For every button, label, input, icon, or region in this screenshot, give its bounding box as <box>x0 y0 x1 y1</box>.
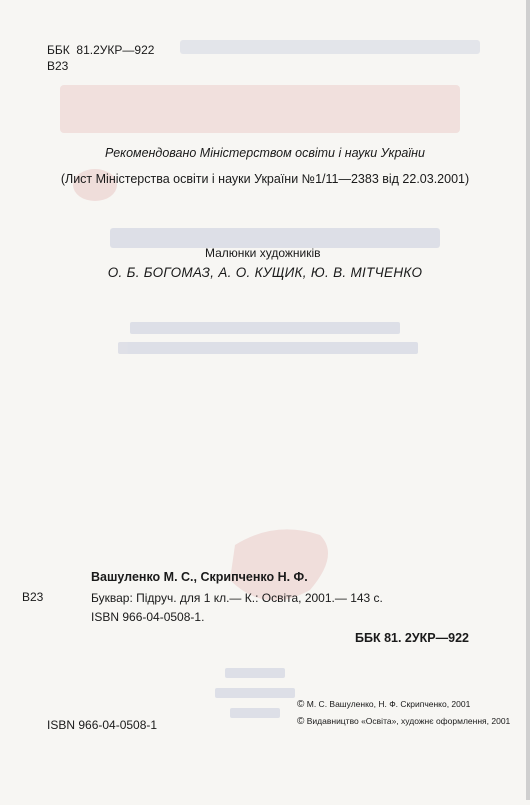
ministry-letter-reference: (Лист Міністерства освіти і науки України №1/11—2383 від 22.03.2001) <box>60 172 470 186</box>
ministry-recommendation: Рекомендовано Міністерством освіти і науки України <box>105 146 425 160</box>
footer-isbn: ISBN 966-04-0508-1 <box>47 718 158 732</box>
bbk-classification <box>47 43 154 57</box>
page-edge-shadow <box>526 0 530 800</box>
illustrators-names: О. Б. БОГОМАЗ, А. О. КУЩИК, Ю. В. МІТЧЕНКО <box>107 265 423 280</box>
bbk-label: ББК <box>47 43 70 57</box>
copyright-authors-line <box>297 699 470 710</box>
catalog-card-code: В23 <box>22 590 44 604</box>
copyright-icon: © <box>297 699 305 710</box>
bbk-code: 81.2УКР—922 <box>76 43 155 57</box>
copyright-icon: © <box>297 716 305 727</box>
copyright-publisher-line <box>297 716 510 727</box>
illustrators-heading: Малюнки художників <box>205 246 321 260</box>
catalog-card-description: Буквар: Підруч. для 1 кл.— К.: Освіта, 2001.— 143 с. <box>91 591 383 605</box>
copyright-authors: М. С. Вашуленко, Н. Ф. Скрипченко, 2001 <box>306 699 471 709</box>
author-code: В23 <box>47 59 69 73</box>
catalog-card-isbn: ISBN 966-04-0508-1. <box>91 610 205 624</box>
catalog-card-authors: Вашуленко М. С., Скрипченко Н. Ф. <box>91 570 308 584</box>
catalog-card-bbk: ББК 81. 2УКР—922 <box>355 631 469 645</box>
copyright-publisher: Видавництво «Освіта», художнє оформлення, 2001 <box>306 716 511 726</box>
